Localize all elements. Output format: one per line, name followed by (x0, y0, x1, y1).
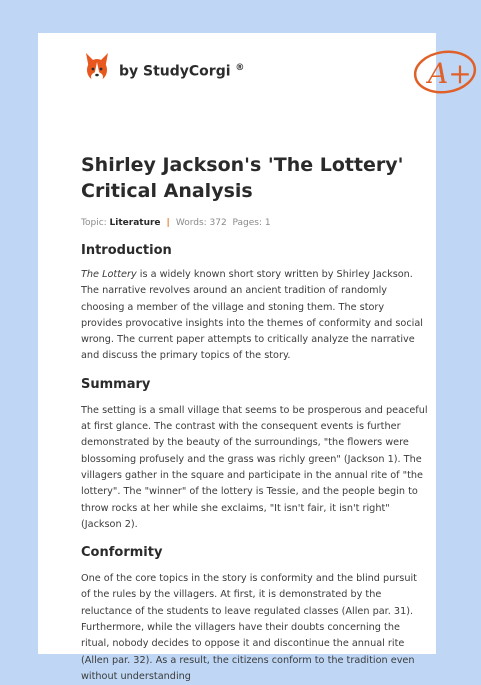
grade-badge-text: A+ (428, 57, 472, 90)
meta-info (81, 218, 436, 228)
word-count: Words: 372 (175, 218, 227, 228)
section-heading-summary: Summary (81, 376, 151, 392)
intro-body: is a widely known short story written by Shirley Jackson. The narrative revolves around an ancient tradition of randomly choosing a member of the village and stoning them. The story provides provocative insights into the themes of conformity and social wrong. The current paper attempts to critically analyze the narrative and discuss the primary topics of the story. (81, 269, 423, 362)
page-count: Pages: 1 (232, 218, 271, 228)
section-text-conformity: One of the core topics in the story is conformity and the blind pursuit of the rules by the villagers. At first, it is demonstrated by the reluctance of the students to leave regulated classes (Allen par. 31). Furthermore, while the villagers have their doubts concerning the ritual, nobody decides to oppose it and discontinue the annual rite (Allen par. 32). As a result, the citizens conform to the tradition even without understanding (81, 573, 417, 682)
section-text-introduction (81, 267, 428, 365)
section-heading-introduction: Introduction (81, 243, 172, 258)
registered-mark: ® (235, 63, 245, 73)
meta-separator: | (166, 218, 170, 228)
brand-text: by StudyCorgi (119, 63, 231, 80)
story-title-italic: The Lottery (81, 269, 137, 280)
section-text-summary: The setting is a small village that seems to be prosperous and peaceful at first glance. The contrast with the consequent events is further demonstrated by the beauty of the surroundings, "the flowers were blossoming profusely and the grass was richly green" (Jackson 1). The villagers gather in the square and participate in the annual rite of "the lottery". The "winner" of the lottery is Tessie, and the people begin to throw rocks at her while she exclaims, "It isn't fair, it isn't right" (Jackson 2). (81, 404, 428, 530)
topic-label: Topic: (81, 218, 107, 228)
page-header (81, 33, 472, 108)
document-page (38, 33, 472, 682)
page-title: Shirley Jackson's 'The Lottery' Critical Analysis (81, 154, 404, 202)
topic-link[interactable]: Literature (109, 218, 161, 228)
section-heading-conformity: Conformity (81, 545, 163, 561)
grade-badge-icon (411, 47, 481, 95)
brand-name[interactable] (119, 63, 244, 80)
corgi-logo-icon (84, 51, 110, 83)
